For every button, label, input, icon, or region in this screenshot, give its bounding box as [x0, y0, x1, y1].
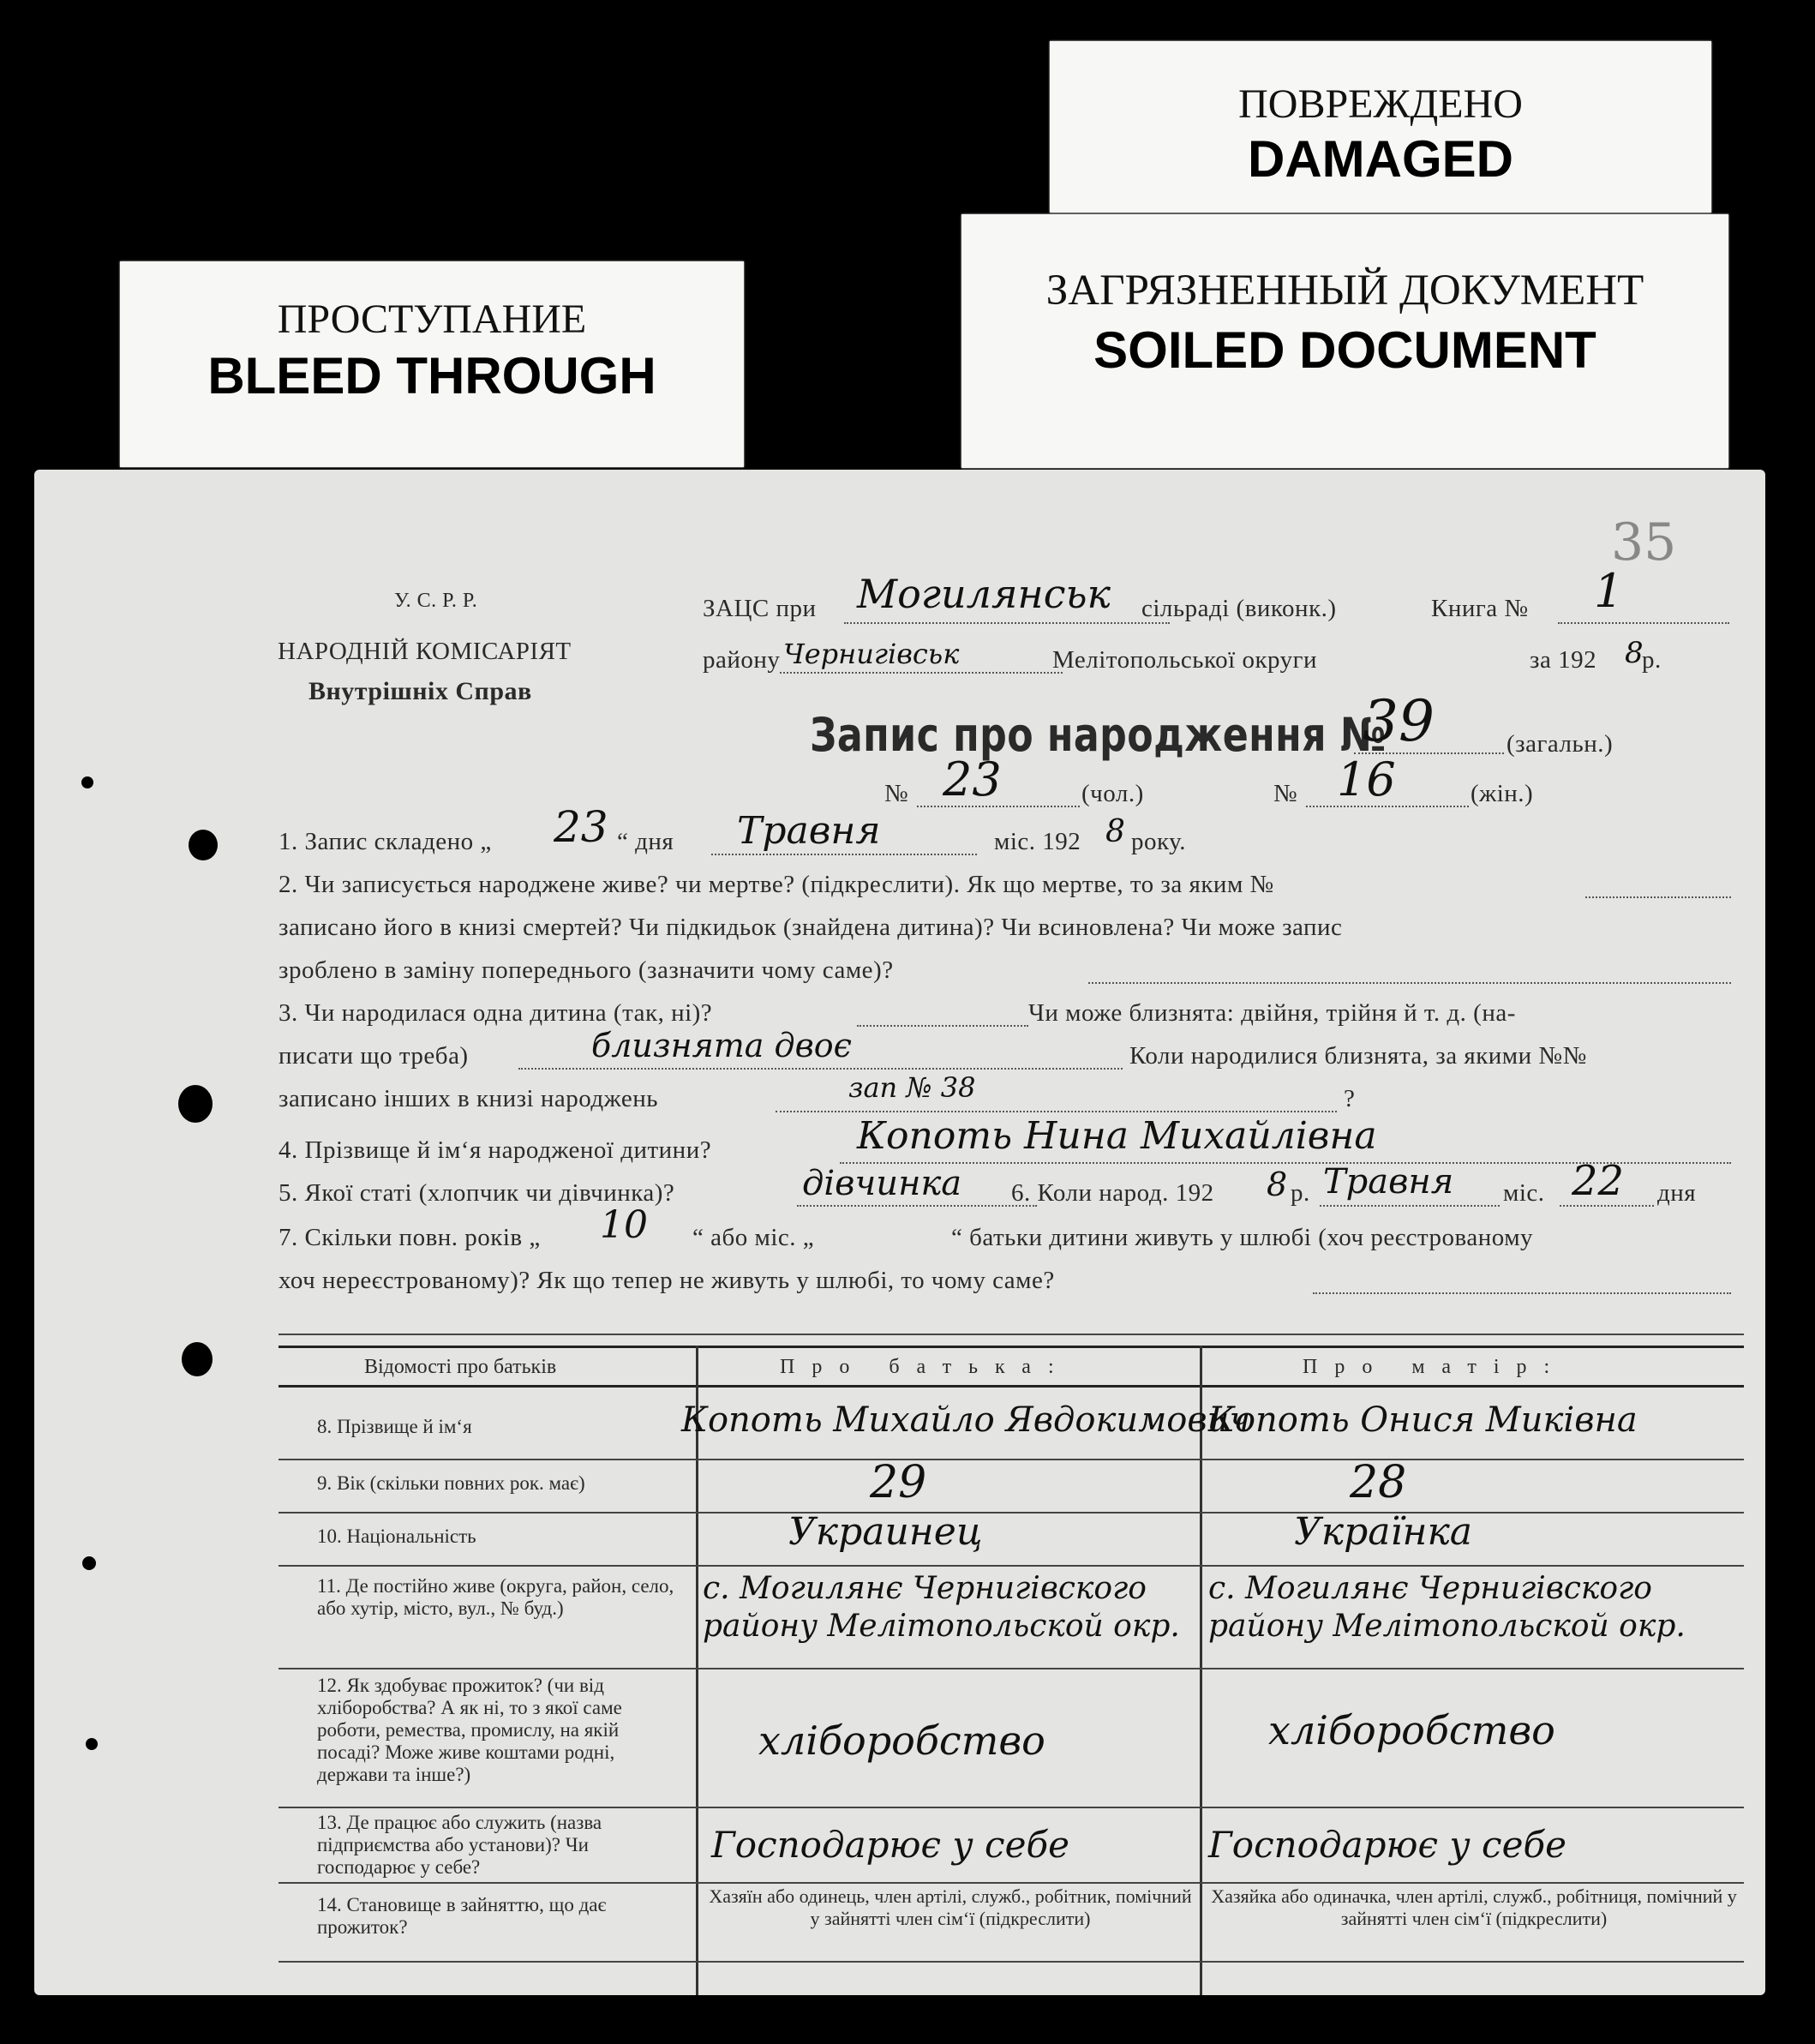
birth-month-line [1320, 1205, 1500, 1207]
internal-affairs-header: Внутрішніх Справ [308, 677, 532, 705]
line3-mid: Чи може близнята: двійня, трійня й т. д. (на- [1028, 999, 1516, 1027]
line3c-prefix: записано інших в книзі народжень [279, 1085, 658, 1112]
line1-suffix: року. [1131, 828, 1187, 855]
father-status-text: Хазяїн або одинець, член артілі, служб., робітник, помічний у зайнятті член сім‘ї (підкреслити) [709, 1885, 1192, 1929]
bleed-through-ru: ПРОСТУПАНИЕ [277, 297, 587, 342]
line2c: зроблено в заміну попереднього (зазначити чому саме)? [279, 956, 894, 984]
line3b-prefix: писати що треба) [279, 1042, 469, 1070]
record-month-line [711, 854, 977, 855]
mother-residence [1208, 1570, 1740, 1645]
row-nationality-label: 10. Національність [317, 1526, 476, 1547]
punch-hole [189, 830, 218, 860]
table-header-info: Відомості про батьків [364, 1356, 557, 1378]
book-label: Книга № [1431, 595, 1529, 622]
record-year: 8 [1105, 814, 1125, 849]
commissariat-header: НАРОДНІЙ КОМІСАРІЯТ [278, 638, 572, 665]
row-border [279, 1882, 1744, 1884]
mother-livelihood: хліборобство [1268, 1707, 1555, 1753]
twins-line [518, 1068, 1123, 1070]
line6-prefix: 6. Коли народ. 192 [1011, 1179, 1214, 1207]
bleed-through-en: BLEED THROUGH [207, 347, 656, 405]
damaged-ru: ПОВРЕЖДЕНО [1238, 81, 1523, 127]
mother-status [1208, 1885, 1740, 1930]
other-twin-value: зап № 38 [848, 1071, 976, 1104]
general-number: 39 [1363, 688, 1435, 754]
line3b-suffix: Коли народилися близнята, за якими №№ [1129, 1042, 1587, 1070]
father-status [704, 1885, 1196, 1930]
line7-mid: “ або міс. „ [692, 1224, 815, 1251]
line2b: записано його в книзі смертей? Чи підкидьок (знайдена дитина)? Чи всиновлена? Чи може запис [279, 914, 1343, 941]
line7b-dots [1313, 1292, 1731, 1294]
zags-prefix: ЗАЦС при [703, 595, 817, 622]
soiled-ru: ЗАГРЯЗНЕННЫЙ ДОКУМЕНТ [1045, 267, 1644, 315]
line3-dots [857, 1025, 1028, 1027]
damaged-en: DAMAGED [1248, 130, 1513, 188]
ussr-header: У. С. Р. Р. [394, 590, 478, 612]
table-header-border [279, 1385, 1744, 1388]
line3: 3. Чи народилася одна дитина (так, ні)? [279, 999, 713, 1027]
line2-dots [1585, 896, 1731, 898]
marriage-years: 10 [600, 1203, 648, 1247]
row-status-label [317, 1894, 677, 1939]
rayon-line [780, 672, 1063, 674]
line7-prefix: 7. Скільки повн. років „ [279, 1224, 541, 1251]
line4-prefix: 4. Прізвище й ім‘я народженої дитини? [279, 1136, 712, 1164]
line1-prefix: 1. Запис складено „ [279, 828, 492, 855]
workplace-label-text: 13. Де працює або служить (назва підприємства або установи)? Чи господарює у себе? [317, 1812, 602, 1878]
line7b: хоч нереєстрованому)? Як що тепер не живуть у шлюбі, то чому саме? [279, 1267, 1055, 1294]
row-surname-label: 8. Прізвище й ім‘я [317, 1416, 472, 1437]
father-workplace: Господарює у себе [711, 1824, 1069, 1866]
mother-age: 28 [1350, 1457, 1407, 1508]
female-number: 16 [1337, 752, 1396, 806]
father-surname: Копоть Михайло Явдокимович [681, 1400, 1251, 1440]
mother-workplace: Господарює у себе [1208, 1824, 1566, 1866]
female-label: (жін.) [1471, 780, 1534, 807]
father-residence-text: с. Могилянє Чернигівского району Мелітопольской окр. [703, 1571, 1180, 1644]
year-label: за 192 [1530, 646, 1597, 674]
father-age: 29 [870, 1457, 927, 1508]
father-residence [703, 1570, 1200, 1645]
record-title: Запис про народження № [810, 708, 1387, 762]
table-top-border [279, 1346, 1744, 1348]
line6-month-label: міс. [1503, 1179, 1545, 1207]
table-header-father: Про батька: [780, 1356, 1071, 1378]
line2: 2. Чи записується народжене живе? чи мертве? (підкреслити). Як що мертве, то за яким № [279, 871, 1274, 898]
father-nationality: Украинец [788, 1510, 983, 1554]
punch-hole [81, 776, 93, 788]
zags-line [844, 622, 1170, 624]
row-border [279, 1512, 1744, 1514]
residence-label-text: 11. Де постійно живе (округа, район, село, або хутір, місто, вул., № буд.) [317, 1575, 674, 1619]
year-suffix: р. [1642, 646, 1662, 674]
rayon-value: Чернигівськ [783, 638, 960, 670]
line1-month-label: міс. 192 [994, 828, 1081, 855]
table-header-mother: Про матір: [1303, 1356, 1567, 1378]
line6-suffix: дня [1657, 1179, 1697, 1207]
soiled-document-label [961, 214, 1728, 468]
row-residence-label [317, 1575, 677, 1620]
mother-surname: Копоть Онися Миківна [1208, 1400, 1638, 1440]
male-label: (чол.) [1081, 780, 1144, 807]
mother-residence-text: с. Могилянє Чернигівского району Мелітопольской окр. [1208, 1571, 1686, 1644]
row-age-label: 9. Вік (скільки повних рок. має) [317, 1472, 585, 1494]
line1-day-label: “ дня [617, 828, 674, 855]
sex-line [797, 1205, 1037, 1207]
book-value: 1 [1594, 564, 1624, 618]
book-line [1558, 622, 1729, 624]
line3c-suffix: ? [1344, 1085, 1356, 1112]
birth-year: 8 [1267, 1166, 1288, 1203]
line6-year-suffix: р. [1291, 1179, 1310, 1207]
mother-nationality: Українка [1294, 1510, 1473, 1554]
line7-suffix: “ батьки дитини живуть у шлюбі (хоч реєстрованому [951, 1224, 1534, 1251]
status-label-text: 14. Становище в зайняттю, що дає прожиток? [317, 1894, 607, 1938]
soiled-en: SOILED DOCUMENT [1093, 321, 1596, 379]
birth-record-form [34, 470, 1765, 1995]
punch-hole [86, 1738, 98, 1750]
female-no-sign: № [1273, 780, 1298, 807]
row-border [279, 1668, 1744, 1669]
birth-day-line [1560, 1205, 1654, 1207]
zags-value: Могилянськ [857, 571, 1111, 617]
bleed-through-label [120, 261, 744, 467]
line5-prefix: 5. Якої статі (хлопчик чи дівчинка)? [279, 1179, 675, 1207]
table-divider [696, 1346, 698, 1995]
archive-sheet-number: 35 [1611, 512, 1677, 572]
livelihood-label-text: 12. Як здобуває прожиток? (чи від хліборобства? А як ні, то з якої саме роботи, ремества, промислу, на якій посаді? Може живе коштами родні, держави та інше?) [317, 1675, 622, 1785]
mother-status-text: Хазяйка або одиначка, член артілі, служб., робітниця, помічний у зайнятті член сім‘ї (підкреслити) [1211, 1885, 1737, 1929]
table-top-rule [279, 1334, 1744, 1335]
rayon-label: району [703, 646, 781, 674]
male-no-sign: № [884, 780, 909, 807]
general-label: (загальн.) [1507, 730, 1614, 758]
year-value: 8 [1625, 636, 1644, 670]
punch-hole [182, 1342, 213, 1376]
birth-month: Травня [1323, 1162, 1454, 1202]
row-livelihood-label [317, 1675, 677, 1786]
table-divider [1200, 1346, 1202, 1995]
child-name: Копоть Нина Михайлівна [857, 1114, 1377, 1158]
record-day: 23 [554, 802, 608, 852]
row-workplace-label [317, 1812, 686, 1879]
line2c-dots [1088, 982, 1731, 984]
row-border [279, 1459, 1744, 1460]
silradi-label: сільраді (виконк.) [1141, 595, 1337, 622]
father-livelihood: хліборобство [758, 1717, 1045, 1764]
okruga-label: Мелітопольської округи [1052, 646, 1318, 674]
twins-value: близнята двоє [591, 1027, 852, 1064]
table-bottom-border [279, 1961, 1744, 1963]
punch-hole [178, 1085, 213, 1123]
punch-hole [82, 1556, 96, 1570]
male-number: 23 [943, 752, 1002, 806]
row-border [279, 1807, 1744, 1808]
record-month: Травня [737, 809, 881, 853]
damaged-label [1050, 41, 1711, 213]
birth-day: 22 [1572, 1157, 1625, 1205]
row-border [279, 1565, 1744, 1567]
sex-value: дівчинка [802, 1164, 962, 1203]
other-twin-line [776, 1111, 1337, 1112]
